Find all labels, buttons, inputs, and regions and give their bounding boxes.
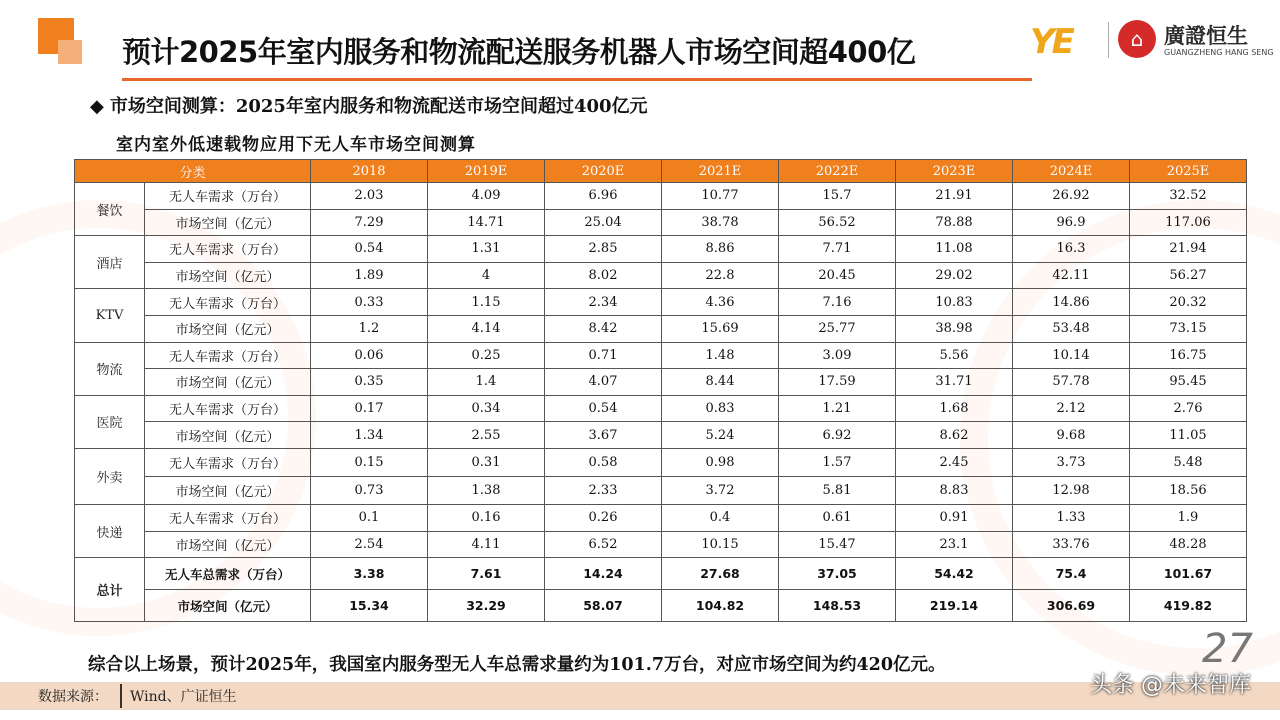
value-cell: 21.94: [1130, 236, 1247, 263]
value-cell: 10.77: [662, 183, 779, 210]
value-cell: 1.31: [428, 236, 545, 263]
metric-cell: 市场空间（亿元）: [145, 476, 311, 504]
value-cell: 27.68: [662, 558, 779, 590]
value-cell: 8.62: [896, 422, 1013, 449]
value-cell: 306.69: [1013, 590, 1130, 622]
value-cell: 54.42: [896, 558, 1013, 590]
value-cell: 73.15: [1130, 315, 1247, 342]
value-cell: 7.61: [428, 558, 545, 590]
value-cell: 2.33: [545, 476, 662, 504]
value-cell: 1.9: [1130, 504, 1247, 531]
value-cell: 0.33: [311, 289, 428, 316]
brand-divider: [1108, 22, 1109, 58]
metric-cell: 市场空间（亿元）: [145, 422, 311, 449]
bullet-text: 2025年室内服务和物流配送市场空间超过400亿元: [235, 96, 648, 117]
brand-logo: [1030, 18, 1274, 64]
value-cell: 8.42: [545, 315, 662, 342]
value-cell: 1.48: [662, 342, 779, 369]
value-cell: 0.71: [545, 342, 662, 369]
value-cell: 20.45: [779, 262, 896, 289]
value-cell: 31.71: [896, 369, 1013, 396]
title-underline: [122, 78, 1032, 81]
metric-cell: 无人车需求（万台）: [145, 236, 311, 263]
category-cell: 医院: [75, 395, 145, 448]
metric-cell: 市场空间（亿元）: [145, 209, 311, 236]
value-cell: 20.32: [1130, 289, 1247, 316]
value-cell: 8.83: [896, 476, 1013, 504]
metric-cell: 市场空间（亿元）: [145, 590, 311, 622]
value-cell: 15.7: [779, 183, 896, 210]
value-cell: 75.4: [1013, 558, 1130, 590]
value-cell: 8.44: [662, 369, 779, 396]
table-row: [75, 342, 1247, 369]
value-cell: 0.58: [545, 448, 662, 476]
header-year: 2021E: [662, 160, 779, 183]
value-cell: 2.76: [1130, 395, 1247, 422]
brand-name-en: GUANGZHENG HANG SENG: [1164, 48, 1274, 57]
category-cell: 快递: [75, 504, 145, 557]
metric-cell: 无人车需求（万台）: [145, 183, 311, 210]
source-label: 数据来源：: [38, 689, 108, 705]
value-cell: 1.89: [311, 262, 428, 289]
table-row: [75, 558, 1247, 590]
table-row: [75, 289, 1247, 316]
bullet-point: [90, 92, 648, 118]
category-cell: KTV: [75, 289, 145, 342]
value-cell: 17.59: [779, 369, 896, 396]
ye-logo-icon: YE: [1030, 22, 1072, 62]
category-cell: 总计: [75, 558, 145, 622]
value-cell: 5.81: [779, 476, 896, 504]
value-cell: 16.75: [1130, 342, 1247, 369]
header-year: 2018: [311, 160, 428, 183]
value-cell: 1.57: [779, 448, 896, 476]
value-cell: 0.61: [779, 504, 896, 531]
value-cell: 1.38: [428, 476, 545, 504]
value-cell: 101.67: [1130, 558, 1247, 590]
metric-cell: 无人车需求（万台）: [145, 448, 311, 476]
value-cell: 1.34: [311, 422, 428, 449]
metric-cell: 无人车需求（万台）: [145, 289, 311, 316]
value-cell: 11.08: [896, 236, 1013, 263]
value-cell: 0.34: [428, 395, 545, 422]
metric-cell: 市场空间（亿元）: [145, 315, 311, 342]
summary-text: 综合以上场景，预计2025年，我国室内服务型无人车总需求量约为101.7万台，对应市场空间为约420亿元。: [88, 655, 946, 675]
value-cell: 5.48: [1130, 448, 1247, 476]
value-cell: 3.67: [545, 422, 662, 449]
value-cell: 1.2: [311, 315, 428, 342]
value-cell: 0.98: [662, 448, 779, 476]
value-cell: 33.76: [1013, 531, 1130, 558]
value-cell: 15.34: [311, 590, 428, 622]
value-cell: 56.52: [779, 209, 896, 236]
value-cell: 1.15: [428, 289, 545, 316]
table-row: [75, 236, 1247, 263]
value-cell: 95.45: [1130, 369, 1247, 396]
table-row: [75, 422, 1247, 449]
value-cell: 38.98: [896, 315, 1013, 342]
diamond-bullet-icon: ◆: [90, 96, 104, 117]
value-cell: 58.07: [545, 590, 662, 622]
value-cell: 3.73: [1013, 448, 1130, 476]
metric-cell: 市场空间（亿元）: [145, 262, 311, 289]
page-title: 预计2025年室内服务和物流配送服务机器人市场空间超400亿: [122, 35, 916, 69]
value-cell: 48.28: [1130, 531, 1247, 558]
value-cell: 0.54: [311, 236, 428, 263]
value-cell: 0.35: [311, 369, 428, 396]
value-cell: 4.11: [428, 531, 545, 558]
value-cell: 1.21: [779, 395, 896, 422]
header-year: 2023E: [896, 160, 1013, 183]
category-cell: 物流: [75, 342, 145, 395]
value-cell: 4.09: [428, 183, 545, 210]
value-cell: 4.07: [545, 369, 662, 396]
value-cell: 3.38: [311, 558, 428, 590]
header-year: 2022E: [779, 160, 896, 183]
category-cell: 餐饮: [75, 183, 145, 236]
value-cell: 3.72: [662, 476, 779, 504]
value-cell: 38.78: [662, 209, 779, 236]
metric-cell: 无人车总需求（万台）: [145, 558, 311, 590]
value-cell: 2.85: [545, 236, 662, 263]
value-cell: 104.82: [662, 590, 779, 622]
value-cell: 0.17: [311, 395, 428, 422]
value-cell: 11.05: [1130, 422, 1247, 449]
value-cell: 18.56: [1130, 476, 1247, 504]
header-year: 2020E: [545, 160, 662, 183]
value-cell: 16.3: [1013, 236, 1130, 263]
header-year: 2019E: [428, 160, 545, 183]
value-cell: 14.24: [545, 558, 662, 590]
metric-cell: 无人车需求（万台）: [145, 504, 311, 531]
value-cell: 0.25: [428, 342, 545, 369]
value-cell: 117.06: [1130, 209, 1247, 236]
table-row: [75, 262, 1247, 289]
value-cell: 53.48: [1013, 315, 1130, 342]
credit-watermark: 头条 @未来智库: [1090, 673, 1251, 698]
source-text: Wind、广证恒生: [130, 689, 237, 705]
value-cell: 57.78: [1013, 369, 1130, 396]
table-row: [75, 183, 1247, 210]
table-row: [75, 476, 1247, 504]
value-cell: 42.11: [1013, 262, 1130, 289]
value-cell: 0.91: [896, 504, 1013, 531]
value-cell: 0.06: [311, 342, 428, 369]
value-cell: 0.15: [311, 448, 428, 476]
value-cell: 96.9: [1013, 209, 1130, 236]
metric-cell: 市场空间（亿元）: [145, 369, 311, 396]
table-row: [75, 448, 1247, 476]
value-cell: 26.92: [1013, 183, 1130, 210]
value-cell: 2.54: [311, 531, 428, 558]
value-cell: 219.14: [896, 590, 1013, 622]
value-cell: 0.4: [662, 504, 779, 531]
table-header-row: [75, 160, 1247, 183]
value-cell: 2.03: [311, 183, 428, 210]
seal-icon: ⌂: [1118, 20, 1156, 58]
value-cell: 5.56: [896, 342, 1013, 369]
value-cell: 10.83: [896, 289, 1013, 316]
value-cell: 0.16: [428, 504, 545, 531]
value-cell: 419.82: [1130, 590, 1247, 622]
value-cell: 7.29: [311, 209, 428, 236]
value-cell: 32.29: [428, 590, 545, 622]
value-cell: 2.45: [896, 448, 1013, 476]
value-cell: 78.88: [896, 209, 1013, 236]
value-cell: 6.52: [545, 531, 662, 558]
value-cell: 56.27: [1130, 262, 1247, 289]
value-cell: 0.54: [545, 395, 662, 422]
value-cell: 5.24: [662, 422, 779, 449]
value-cell: 37.05: [779, 558, 896, 590]
value-cell: 7.71: [779, 236, 896, 263]
metric-cell: 无人车需求（万台）: [145, 342, 311, 369]
metric-cell: 市场空间（亿元）: [145, 531, 311, 558]
value-cell: 0.1: [311, 504, 428, 531]
value-cell: 25.77: [779, 315, 896, 342]
value-cell: 21.91: [896, 183, 1013, 210]
value-cell: 0.73: [311, 476, 428, 504]
table-row: [75, 531, 1247, 558]
value-cell: 1.33: [1013, 504, 1130, 531]
value-cell: 15.69: [662, 315, 779, 342]
value-cell: 4.14: [428, 315, 545, 342]
value-cell: 4: [428, 262, 545, 289]
value-cell: 14.86: [1013, 289, 1130, 316]
table-row: [75, 369, 1247, 396]
brand-name: 廣證恒生: [1164, 24, 1248, 48]
table-row: [75, 209, 1247, 236]
value-cell: 3.09: [779, 342, 896, 369]
value-cell: 8.86: [662, 236, 779, 263]
table-row: [75, 504, 1247, 531]
header-year: 2024E: [1013, 160, 1130, 183]
value-cell: 0.31: [428, 448, 545, 476]
header-category: 分类: [75, 160, 311, 183]
value-cell: 15.47: [779, 531, 896, 558]
value-cell: 29.02: [896, 262, 1013, 289]
value-cell: 32.52: [1130, 183, 1247, 210]
value-cell: 8.02: [545, 262, 662, 289]
value-cell: 0.83: [662, 395, 779, 422]
header-year: 2025E: [1130, 160, 1247, 183]
value-cell: 23.1: [896, 531, 1013, 558]
table-row: [75, 395, 1247, 422]
metric-cell: 无人车需求（万台）: [145, 395, 311, 422]
source-divider: [120, 684, 122, 708]
value-cell: 4.36: [662, 289, 779, 316]
value-cell: 6.96: [545, 183, 662, 210]
value-cell: 10.14: [1013, 342, 1130, 369]
value-cell: 25.04: [545, 209, 662, 236]
logo-square-small-icon: [58, 40, 82, 64]
value-cell: 22.8: [662, 262, 779, 289]
category-cell: 外卖: [75, 448, 145, 504]
value-cell: 0.26: [545, 504, 662, 531]
bullet-label: 市场空间测算：: [109, 96, 236, 117]
market-table: [74, 159, 1247, 622]
page-number: 27: [1202, 626, 1253, 672]
value-cell: 12.98: [1013, 476, 1130, 504]
value-cell: 1.68: [896, 395, 1013, 422]
value-cell: 10.15: [662, 531, 779, 558]
value-cell: 1.4: [428, 369, 545, 396]
value-cell: 7.16: [779, 289, 896, 316]
table-row: [75, 590, 1247, 622]
table-title: 室内室外低速载物应用下无人车市场空间测算: [116, 135, 476, 155]
value-cell: 6.92: [779, 422, 896, 449]
value-cell: 148.53: [779, 590, 896, 622]
value-cell: 14.71: [428, 209, 545, 236]
value-cell: 2.55: [428, 422, 545, 449]
table-row: [75, 315, 1247, 342]
value-cell: 2.12: [1013, 395, 1130, 422]
category-cell: 酒店: [75, 236, 145, 289]
value-cell: 2.34: [545, 289, 662, 316]
value-cell: 9.68: [1013, 422, 1130, 449]
